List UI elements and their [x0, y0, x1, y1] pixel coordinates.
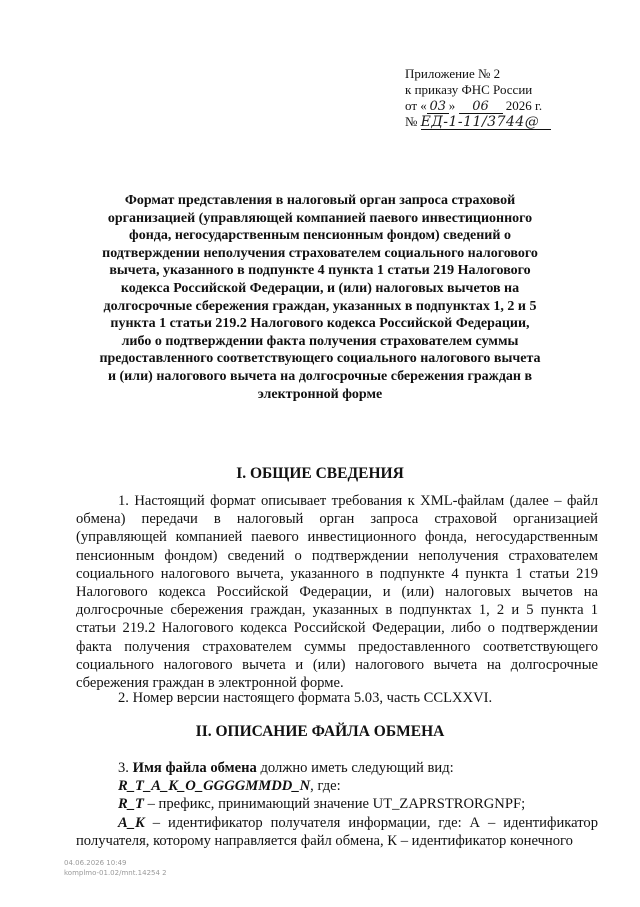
appendix-block	[405, 66, 605, 130]
filename-pattern-line	[76, 777, 598, 795]
item-3-line	[76, 759, 598, 777]
prefix-definition	[76, 795, 598, 813]
filename-pattern-suffix: , где:	[310, 778, 341, 795]
prefix-text: – префикс, принимающий значение UT_ZAPRSTRORGNPF;	[143, 796, 526, 813]
document-title: Формат представления в налоговый орган запроса страховой организацией (управляющей компанией паевого инвестиционного фонда, негосударственным пенсионным фондом) сведений о подтверждении неполучения страхователем социального налогового вычета, указанного в подпункте 4 пункта 1 статьи 219 Налогового кодекса Российской Федерации, и (или) налоговых вычетов на долгосрочные сбережения граждан, указанных в подпунктах 1, 2 и 5 пункта 1 статьи 219.2 Налогового кодекса Российской Федерации, либо о подтверждении факта получения страхователем суммы предоставленного соответствующего социального налогового вычета и (или) налогового вычета на долгосрочные сбережения граждан в электронной форме	[99, 193, 541, 402]
recipient-text: – идентификатор получателя информации, где: А – идентификатор получателя, которому направляется файл обмена, К – идентификатор конечного	[76, 814, 598, 849]
appendix-line-1: Приложение № 2	[405, 66, 501, 81]
print-footer	[64, 858, 167, 878]
appendix-date-mid: »	[448, 98, 456, 113]
item-3-text: должно иметь следующий вид:	[260, 760, 454, 776]
paragraph-3	[76, 759, 598, 850]
paragraph-2: 2. Номер версии настоящего формата 5.03, часть CCLXXVI.	[118, 690, 493, 706]
print-timestamp: 04.06.2026 10:49	[64, 859, 127, 867]
appendix-year: 2026 г.	[505, 98, 543, 113]
appendix-date-prefix: от «	[405, 98, 427, 113]
appendix-number-prefix: №	[405, 114, 418, 129]
filename-pattern: R_T_A_K_O_GGGGMMDD_N	[118, 778, 311, 795]
item-3-term: Имя файла обмена	[132, 760, 257, 776]
recipient-key: A_K	[118, 814, 145, 831]
prefix-key: R_T	[118, 796, 144, 813]
paragraph-1: 1. Настоящий формат описывает требования к XML-файлам (далее – файл обмена) передачи в налоговый орган запроса страховой организацией (управляющей компанией паевого инвестиционного фонда, негосударственным пенсионным фондом) сведений о подтверждении неполучения страхователем социального налогового вычета, указанного в подпункте 4 пункта 1 статьи 219 Налогового кодекса Российской Федерации, и (или) налоговых вычетов на долгосрочные сбережения граждан, указанных в подпунктах 1, 2 и 5 пункта 1 статьи 219.2 Налогового кодекса Российской Федерации, либо о подтверждении факта получения страхователем суммы предоставленного соответствующего социального налогового вычета и (или) налогового вычета на долгосрочные сбережения граждан в электронной форме.	[76, 493, 598, 692]
appendix-number: ЕД-1-11/3744@	[421, 116, 551, 130]
item-3-number: 3.	[118, 760, 129, 776]
appendix-day: 03	[427, 100, 449, 114]
section-1-heading: I. ОБЩИЕ СВЕДЕНИЯ	[236, 465, 404, 482]
appendix-month: 06	[459, 100, 503, 114]
appendix-date-line	[405, 98, 605, 114]
appendix-line-2: к приказу ФНС России	[405, 82, 533, 97]
section-2-heading: II. ОПИСАНИЕ ФАЙЛА ОБМЕНА	[195, 723, 445, 740]
appendix-number-line	[405, 114, 605, 130]
print-path: komplmo-01.02/mnt.14254 2	[64, 869, 167, 877]
recipient-definition	[76, 814, 598, 850]
